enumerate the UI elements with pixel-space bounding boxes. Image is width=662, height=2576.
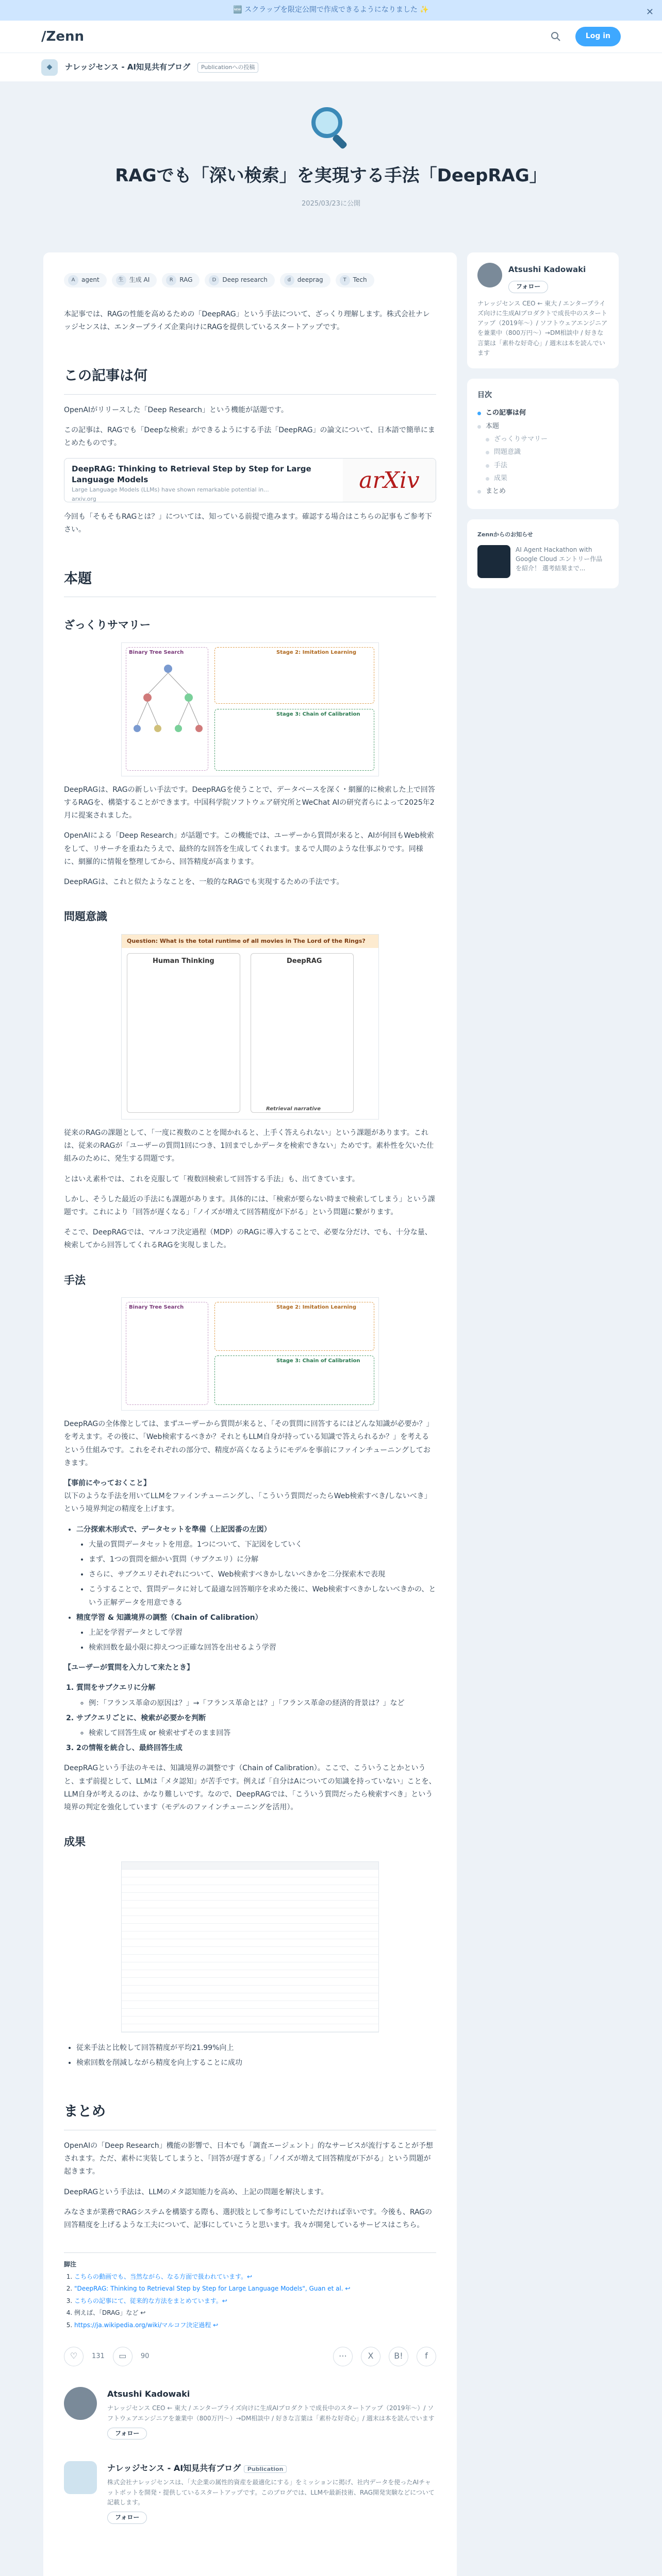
- paragraph: DeepRAGは、これと似たようなことを、一般的なRAGでも実現するための手法です。: [64, 878, 344, 887]
- link-card-host: arxiv.org: [72, 495, 96, 502]
- banner-text: 🆕 スクラップを限定公開で作成できるようになりました ✨: [233, 6, 429, 14]
- paragraph: DeepRAGの全体像としては、まずユーザーから質問が来ると、「その質問に回答するにはどんな知識が必要か？」を考えます。その後に、「Web検索するべきか？それともLLM自身が持っている知識で答えられるか？」を考えるという仕組みです。これをそれぞれの部分で、精度が高くなるようにモデルを事前にファインチューニングしておきます。: [64, 1420, 434, 1467]
- avatar[interactable]: [477, 263, 502, 287]
- publication-name[interactable]: ナレッジセンス - AI知見共有ブログ: [65, 62, 190, 72]
- publication-icon: ◆: [41, 59, 58, 76]
- figure-label: Stage 3: Chain of Calibration: [276, 1358, 360, 1364]
- toc-item[interactable]: この記事は何: [477, 407, 608, 419]
- tag-agent[interactable]: A agent: [64, 273, 107, 287]
- tag-deepresearch[interactable]: D Deep research: [205, 273, 274, 287]
- footnote-text: 例えば、「DRAG」など ↩: [74, 2309, 146, 2317]
- figure-label: Binary Tree Search: [129, 649, 184, 655]
- toc-title: 目次: [477, 391, 492, 399]
- login-button[interactable]: Log in: [575, 27, 621, 46]
- tag-deeprag[interactable]: d deeprag: [280, 273, 330, 287]
- toc-item[interactable]: 本題: [477, 420, 608, 432]
- publication-avatar[interactable]: [64, 2461, 97, 2494]
- toc-item[interactable]: 手法: [477, 460, 608, 471]
- tag-genai[interactable]: 生 生成 AI: [112, 273, 157, 287]
- footnote-link[interactable]: https://ja.wikipedia.org/wiki/マルコフ決定過程 ↩: [74, 2321, 219, 2329]
- heading-summary: ざっくりサマリー: [64, 619, 151, 632]
- figure-label: Stage 3: Chain of Calibration: [276, 711, 360, 717]
- follow-button[interactable]: フォロー: [107, 2512, 147, 2524]
- search-icon[interactable]: [551, 31, 561, 42]
- paragraph: しかし、そうした最近の手法にも課題があります。具体的には、「検索が要らない時まで検索してしまう」という課題です。これにより「回答が遅くなる」「ノイズが増えて回答精度が下がる」という問題に繋がります。: [64, 1195, 435, 1216]
- tag-rag[interactable]: R RAG: [162, 273, 200, 287]
- results-list: • 従来手法と比較して回答精度が平均21.99%向上 • 検索回数を削減しながら精度を向上することに成功: [76, 2042, 436, 2070]
- author-bio: ナレッジセンス CEO ← 東大 / エンタープライズ向けに生成AIプロダクトで成長中のスタートアップ（2019年～）/ ソフトウェアエンジニアを兼業中（800万円～）→DM相談中 / 好きな言葉は「素朴な好奇心」/ 週末は本を読んでいます: [477, 299, 608, 357]
- promo-card[interactable]: [467, 519, 619, 588]
- toc-item[interactable]: ざっくりサマリー: [477, 433, 608, 445]
- sidebar-author-card: [467, 252, 619, 368]
- author-name[interactable]: Atsushi Kadowaki: [508, 265, 586, 274]
- paragraph: 今回も「そもそもRAGとは？」については、知っている前提で進みます。確認する場合はこちらの記事もご参考下さい。: [64, 513, 432, 534]
- paragraph: 以下のような手法を用いてLLMをファインチューニングし、「こういう質問だったらWeb検索すべき/しないべき」という境界判定の精度を上げます。: [64, 1492, 432, 1514]
- heading-main: 本題: [64, 567, 436, 598]
- author-name[interactable]: Atsushi Kadowaki: [107, 2388, 190, 2399]
- publication-name[interactable]: ナレッジセンス - AI知見共有ブログ: [107, 2463, 241, 2473]
- author-bio: ナレッジセンス CEO ← 東大 / エンタープライズ向けに生成AIプロダクトで成長中のスタートアップ（2019年～）/ ソフトウェアエンジニアを兼業中（800万円～）→DM相談中 / 好きな言葉は「素朴な好奇心」/ 週末は本を読んでいます: [107, 2404, 435, 2422]
- follow-button[interactable]: フォロー: [107, 2428, 147, 2440]
- like-button-heart-icon[interactable]: ♡: [64, 2347, 84, 2366]
- link-card[interactable]: [64, 458, 436, 502]
- zenn-logo[interactable]: /Zenn: [41, 28, 85, 44]
- method-figure: [121, 1297, 379, 1411]
- section-label: 【ユーザーが質問を入力して来たとき】: [64, 1664, 194, 1672]
- paragraph: この記事は、RAGでも「Deepな検索」ができるようにする手法「DeepRAG」の論文について、日本語で簡単にまとめたものです。: [64, 426, 435, 447]
- publication-card: [64, 2461, 436, 2524]
- facebook-share-icon[interactable]: f: [417, 2347, 436, 2366]
- toc-card: [467, 379, 619, 509]
- bookmark-count: 90: [140, 2352, 150, 2360]
- announcement-banner[interactable]: [0, 0, 662, 21]
- paragraph: とはいえ素朴では、これを克服して「複数回検索して回答する手法」も、出てきています。: [64, 1175, 359, 1183]
- method-prep-list: • 二分探索木形式で、データセットを準備（上記図番の左図） • 大量の質問データセットを用意。1つについて、下記図をしていく • まず、1つの質問を細かい質問（サブクエリ）に分解 • さらに、サブクエリそれぞれについて、Web検索すべきかしないべきかを二分探索木で表現 • こうすることで、質問データに対して最適な回答順序を求めた後に、Web検索すべきかしないべきかの、という正解データを用意できる • 精度学習 & 知識境界の調整（Chain of Calibration） • 上記を学習データとして学習 • 検索回数を最小限に抑えつつ正確な回答を出せるよう学習: [76, 1523, 436, 1655]
- figure-question: Question: What is the total runtime of all movies in The Lord of the Rings?: [122, 935, 378, 948]
- intro-text: 本記事では、RAGの性能を高めるための「DeepRAG」という手法について、ざっくり理解します。株式会社ナレッジセンスは、エンタープライズ企業向けにRAGを提供しているスタートアップです。: [64, 310, 430, 331]
- toc-item[interactable]: 問題意識: [477, 446, 608, 458]
- tag-tech[interactable]: T Tech: [336, 273, 374, 287]
- figure-label: Stage 2: Imitation Learning: [276, 649, 357, 655]
- paragraph: OpenAIがリリースした「Deep Research」という機能が話題です。: [64, 405, 288, 414]
- x-share-icon[interactable]: X: [361, 2347, 380, 2366]
- tag-list: [64, 273, 436, 287]
- paragraph: OpenAIによる「Deep Research」が話題です。この機能では、ユーザーから質問が来ると、AIが何回もWeb検索をして、リサーチを重ねたうえで、最終的な回答を生成してくれます。まるで人間のような仕事ぶりです。同様に、網羅的に情報を整理してから、回答精度が高まります。: [64, 832, 434, 866]
- deeprag-overview-figure: [121, 642, 379, 776]
- article-actions: [64, 2347, 436, 2366]
- heading-result: 成果: [64, 1836, 86, 1849]
- heading-conclusion: まとめ: [64, 2099, 436, 2130]
- heading-problem: 問題意識: [64, 910, 107, 923]
- publication-bar[interactable]: [0, 53, 662, 81]
- paragraph: 従来のRAGの課題として、「一度に複数のことを聞かれると、上手く答えられない」という課題があります。これは、従来のRAGが「ユーザーの質問1回につき、1回までしかデータを検索できない」ためです。素朴性を欠いた仕組みのために、発生する問題です。: [64, 1129, 434, 1163]
- author-card: [64, 2387, 436, 2441]
- publication-desc: 株式会社ナレッジセンスは、「大企業の属性的資産を最適化にする」をミッションに掲げ、社内データを使ったAIチャットボットを開発・提供しているスタートアップです。このブログでは、LLMや最新技術、RAG開発実験などについて記載します。: [107, 2479, 435, 2506]
- more-options-icon[interactable]: ⋯: [333, 2347, 353, 2366]
- link-card-desc: Large Language Models (LLMs) have shown remarkable potential in...: [72, 486, 269, 494]
- toc-item[interactable]: まとめ: [477, 485, 608, 497]
- footnote-link[interactable]: こちらの動画でも、当然ながら、なる方面で扱われています。↩: [74, 2273, 253, 2280]
- section-label: 【事前にやっておくこと】: [64, 1479, 151, 1488]
- toc-list: [477, 407, 608, 498]
- bookmark-button-icon[interactable]: ▭: [113, 2347, 133, 2366]
- figure-label: DeepRAG: [287, 957, 322, 965]
- footnote-link[interactable]: "DeepRAG: Thinking to Retrieval Step by Step for Large Language Models", Guan et al. ↩: [74, 2285, 351, 2293]
- figure-label: Binary Tree Search: [129, 1304, 184, 1311]
- article-header: [0, 81, 662, 252]
- paragraph: DeepRAGという手法のキモは、知識境界の調整です（Chain of Calibration）。ここで、こういうことかというと、まず前提として、LLMは「メタ認知」が苦手です。例えば「自分はAについての知識を持っていない」ことを、LLM自身が考えるのは、かなり難しいです。なので、DeepRAGでは、「こういう質問だったら検索すべき」という境界の判定を強化しています（モデルのファインチューニングを活用）。: [64, 1764, 436, 1811]
- paragraph: DeepRAGは、RAGの新しい手法です。DeepRAGを使うことで、データベースを深く・網羅的に検索した上で回答するRAGを、構築することができます。中国科学院ソフトウェア研究所とWeChat AIの研究者らによって2025年2月に提案されました。: [64, 785, 435, 820]
- link-card-title: DeepRAG: Thinking to Retrieval Step by Step for Large Language Models: [72, 464, 311, 485]
- paragraph: DeepRAGという手法は、LLMのメタ認知能力を高め、上記の問題を解決します。: [64, 2188, 328, 2196]
- hatena-share-icon[interactable]: B!: [389, 2347, 408, 2366]
- problem-figure: [121, 934, 379, 1120]
- results-table-image: [121, 1861, 379, 2032]
- like-count: 131: [92, 2352, 105, 2360]
- paragraph: みなさまが業務でRAGシステムを構築する際も、選択肢として参考にしていただければ幸いです。今後も、RAGの回答精度を上げるような工夫について、記事にしていこうと思います。我々が開発しているサービスはこちら。: [64, 2208, 433, 2229]
- publish-date: 2025/03/23に公開: [302, 199, 360, 208]
- footnotes: 脚注 1. こちらの動画でも、当然ながら、なる方面で扱われています。↩ 2. "DeepRAG: Thinking to Retrieval Step by Step for Large Language Models", Guan et al. ↩ 3. こちらの記事にて、従来的な方法をまとめています。↩ 4. 例えば、「DRAG」など ↩ 5. https://ja.wikipedia.org/wiki/マルコフ決定過程 ↩: [64, 2252, 436, 2331]
- paragraph: そこで、DeepRAGでは、マルコフ決定過程（MDP）のRAGに導入することで、必要な分だけ、でも、十分な量、検索してから回答してくれるRAGを実現しました。: [64, 1228, 432, 1250]
- promo-text: AI Agent Hackathon with Google Cloud エントリー作品を紹介！ 選考結果まで...: [516, 546, 603, 572]
- follow-button[interactable]: フォロー: [508, 281, 548, 293]
- figure-label: Human Thinking: [153, 957, 214, 965]
- heading-what: この記事は何: [64, 364, 436, 395]
- avatar[interactable]: [64, 2387, 97, 2420]
- heading-method: 手法: [64, 1274, 86, 1286]
- close-icon[interactable]: ✕: [646, 7, 654, 18]
- publication-badge: Publication: [244, 2465, 287, 2473]
- figure-label: Retrieval narrative: [266, 1106, 321, 1112]
- page-title: RAGでも「深い検索」を実現する手法「DeepRAG」: [115, 165, 547, 186]
- top-nav: [0, 21, 662, 53]
- article-body: [43, 252, 457, 2576]
- footnote-link[interactable]: こちらの記事にて、従来的な方法をまとめています。↩: [74, 2297, 227, 2304]
- figure-label: Stage 2: Imitation Learning: [276, 1304, 357, 1311]
- paragraph: OpenAIの「Deep Research」機能の影響で、日本でも「調査エージェント」的なサービスが流行することが予想されます。ただ、素朴に実装してしまうと、「回答が遅すぎる」「ノイズが増えて回答精度が下がる」という問題が起きます。: [64, 2141, 433, 2176]
- promo-title: Zennからのお知らせ: [477, 531, 533, 538]
- method-runtime-list: 1. 質問をサブクエリに分解 ◦ 例：「フランス革命の原因は？」→「フランス革命とは？」「フランス革命の経済的背景は？」など 2. サブクエリごとに、検索が必要かを判断 ◦ 検索して回答生成 or 検索せずそのまま回答 3. 2の情報を統合し、最終回答生成: [76, 1682, 436, 1755]
- toc-item[interactable]: 成果: [477, 472, 608, 484]
- sidebar: [467, 252, 619, 588]
- arxiv-logo: arXiv: [343, 459, 436, 502]
- publication-badge: Publicationへの投稿: [197, 62, 258, 73]
- promo-image: [477, 545, 510, 578]
- magnifier-emoji-icon: [308, 104, 354, 149]
